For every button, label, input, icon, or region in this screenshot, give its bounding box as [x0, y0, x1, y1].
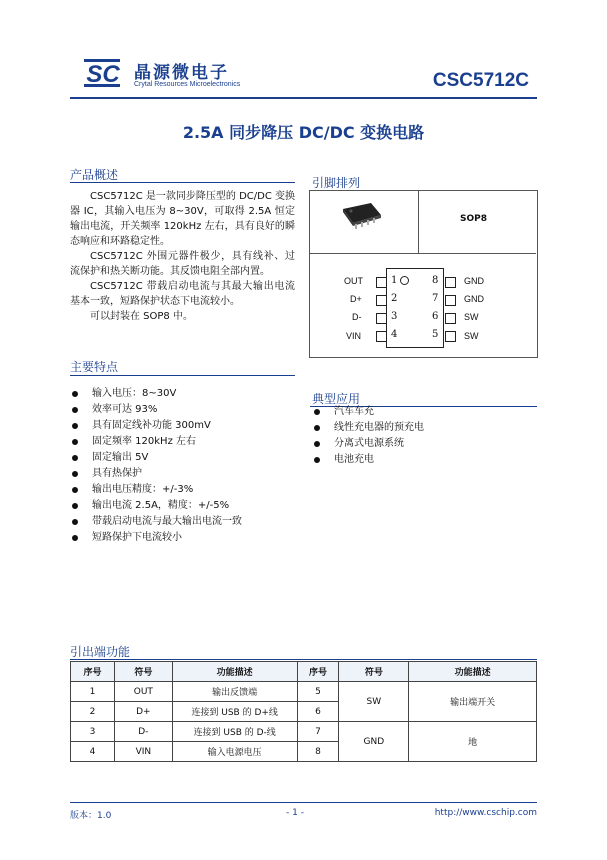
pin-number: 7: [432, 293, 439, 304]
pin-square: [376, 277, 387, 288]
overview-paragraph: 可以封装在 SOP8 中。: [90, 311, 193, 322]
feature-item: 具有热保护: [70, 466, 305, 482]
pin-label-right: SW: [464, 312, 479, 322]
header-divider: [70, 97, 537, 99]
pin-number: 3: [391, 311, 398, 322]
feature-item: 输出电压精度：+/-3%: [70, 482, 305, 498]
pin-label-left: D+: [350, 294, 362, 304]
features-heading: 主要特点: [70, 360, 119, 374]
package-label: SOP8: [460, 214, 487, 224]
pin-no: 7: [297, 722, 339, 742]
logo-text: SC: [86, 61, 120, 88]
pin-square: [445, 313, 456, 324]
pin-label-right: GND: [464, 294, 484, 304]
pin-square: [376, 295, 387, 306]
pin-square: [445, 295, 456, 306]
overview-body: [70, 189, 295, 324]
application-item: 电池充电: [312, 452, 537, 468]
pin-square: [376, 313, 387, 324]
pin-no: 1: [71, 682, 115, 702]
feature-item: 输出电流 2.5A，精度：+/-5%: [70, 498, 305, 514]
document-title: 2.5A 同步降压 DC/DC 变换电路: [182, 123, 425, 142]
footer-url[interactable]: http://www.cschip.com: [434, 808, 537, 818]
column-header: 符号: [114, 662, 172, 682]
column-header: 功能描述: [172, 662, 297, 682]
feature-item: 固定输出 5V: [70, 450, 305, 466]
pin-no: 3: [71, 722, 115, 742]
part-number: CSC5712C: [432, 70, 529, 91]
pin-number: 2: [391, 293, 398, 304]
overview-rule: [70, 182, 295, 183]
pin-no: 2: [71, 702, 115, 722]
overview-paragraph: CSC5712C 带载启动电流与其最大输出电流基本一致，短路保护状态下电流较小。: [70, 281, 295, 307]
pin1-marker-icon: [400, 276, 409, 285]
feature-item: 短路保护下电流较小: [70, 530, 305, 546]
pin-number: 4: [391, 329, 398, 340]
overview-heading: 产品概述: [70, 168, 119, 182]
application-item: 分离式电源系统: [312, 436, 537, 452]
pin-function-heading: 引出端功能: [70, 645, 131, 659]
application-item: 汽车车充: [312, 404, 537, 420]
pin-square: [445, 331, 456, 342]
overview-paragraph: CSC5712C 是一款同步降压型的 DC/DC 变换器 IC，其输入电压为 8~30V，可取得 2.5A 恒定输出电流，开关频率 120kHz 左右，具有良好的瞬态响应和环路稳定性。: [70, 191, 296, 247]
pin-function-table: [70, 661, 537, 762]
pin-label-left: VIN: [346, 331, 362, 341]
pin-number: 8: [432, 275, 439, 286]
pin-no: 5: [297, 682, 339, 702]
pin-description: 输入电源电压: [172, 742, 297, 762]
pin-description: 连接到 USB 的 D+线: [172, 702, 297, 722]
footer-page-number: - 1 -: [286, 808, 304, 818]
company-logo: [82, 56, 124, 90]
table-row: [71, 722, 537, 742]
applications-list: [312, 404, 537, 468]
pinout-heading: 引脚排列: [312, 176, 361, 190]
pin-no: 8: [297, 742, 339, 762]
pin-label-right: SW: [464, 331, 479, 341]
brand-name-cn: 晶源微电子: [134, 63, 229, 83]
pin-square: [376, 331, 387, 342]
feature-item: 固定频率 120kHz 左右: [70, 434, 305, 450]
pinout-divider: [309, 253, 536, 254]
feature-item: 具有固定线补功能 300mV: [70, 418, 305, 434]
features-rule: [70, 375, 295, 376]
footer-version: 版本：1.0: [70, 811, 112, 821]
column-header: 序号: [297, 662, 339, 682]
overview-paragraph: CSC5712C 外围元器件极少，具有线补、过流保护和热关断功能。其反馈电阻全部内置。: [70, 251, 295, 277]
pin-no: 4: [71, 742, 115, 762]
pin-symbol: VIN: [114, 742, 172, 762]
brand-name-en: Crytal Resources Microelectronics: [134, 81, 241, 88]
application-item: 线性充电器的预充电: [312, 420, 537, 436]
pin-description: 输出反馈端: [172, 682, 297, 702]
pin-number: 5: [432, 329, 439, 340]
column-header: 序号: [71, 662, 115, 682]
pin-symbol: D-: [114, 722, 172, 742]
pin-description: 连接到 USB 的 D-线: [172, 722, 297, 742]
table-header-row: [71, 662, 537, 682]
column-header: 功能描述: [409, 662, 537, 682]
pin-description: 输出端开关: [409, 682, 537, 722]
features-list: [70, 386, 305, 546]
pinout-divider: [418, 190, 419, 253]
column-header: 符号: [339, 662, 409, 682]
pin-square: [445, 277, 456, 288]
pin-label-right: GND: [464, 276, 484, 286]
pin-label-left: OUT: [344, 276, 363, 286]
feature-item: 带载启动电流与最大输出电流一致: [70, 514, 305, 530]
applications-heading: 典型应用: [312, 392, 361, 406]
pin-number: 1: [391, 275, 398, 286]
pin-symbol: OUT: [114, 682, 172, 702]
pin-label-left: D-: [352, 312, 362, 322]
pin-symbol: SW: [339, 682, 409, 722]
pin-symbol: GND: [339, 722, 409, 762]
feature-item: 输入电压：8~30V: [70, 386, 305, 402]
pin-description: 地: [409, 722, 537, 762]
table-row: [71, 682, 537, 702]
feature-item: 效率可达 93%: [70, 402, 305, 418]
pin-no: 6: [297, 702, 339, 722]
sop8-chip-icon: [337, 201, 385, 231]
pin-number: 6: [432, 311, 439, 322]
footer-divider: [70, 802, 537, 803]
pin-symbol: D+: [114, 702, 172, 722]
pin-function-rule: [70, 659, 537, 660]
